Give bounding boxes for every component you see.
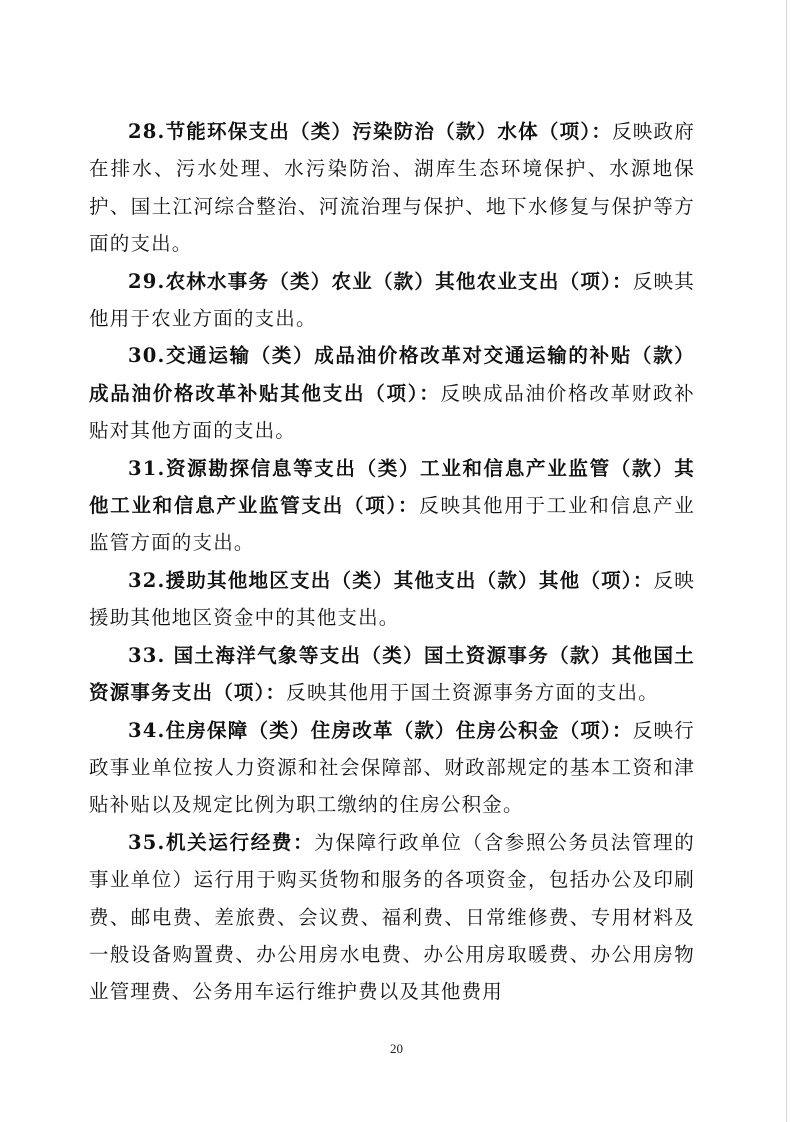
paragraph-text: 反映行政事业单位按人力资源和社会保障部、财政部规定的基本工资和津贴补贴以及规定比例为职工缴纳的住房公积金。: [89, 718, 695, 817]
document-body: [89, 113, 695, 1011]
paragraph-heading: 35.机关运行经费：: [128, 830, 315, 854]
paragraph-heading: 31.资源勘探信息等支出（类）工业和信息产业监管（款）其他工业和信息产业监管支出（项）：: [89, 456, 695, 518]
page-edge-line: [786, 0, 787, 1122]
paragraph-heading: 32.援助其他地区支出（类）其他支出（款）其他（项）：: [128, 568, 654, 592]
paragraph-29: [89, 263, 695, 338]
paragraph-33: [89, 637, 695, 712]
paragraph-text: 反映成品油价格改革财政补贴对其他方面的支出。: [89, 381, 695, 443]
paragraph-text: 为保障行政单位（含参照公务员法管理的事业单位）运行用于购买货物和服务的各项资金，包括办公及印刷费、邮电费、差旅费、会议费、福利费、日常维修费、专用材料及一般设备购置费、办公用房水电费、办公用房取暖费、办公用房物业管理费、公务用车运行维护费以及其他费用: [89, 830, 695, 1004]
paragraph-heading: 34.住房保障（类）住房改革（款）住房公积金（项）：: [128, 718, 633, 742]
paragraph-35: [89, 824, 695, 1011]
paragraph-text: 反映政府在排水、污水处理、水污染防治、湖库生态环境保护、水源地保护、国土江河综合整治、河流治理与保护、地下水修复与保护等方面的支出。: [89, 120, 695, 256]
paragraph-text: 反映援助其他地区资金中的其他支出。: [89, 568, 696, 630]
paragraph-34: [89, 712, 695, 824]
paragraph-28: [89, 113, 695, 263]
paragraph-32: [89, 562, 695, 637]
paragraph-text: 反映其他用于国土资源事务方面的支出。: [286, 681, 659, 705]
paragraph-text: 反映其他用于工业和信息产业监管方面的支出。: [89, 494, 695, 555]
paragraph-30: [89, 337, 695, 449]
paragraph-heading: 29.农林水事务（类）农业（款）其他农业支出（项）：: [128, 269, 633, 293]
page-number: 20: [390, 1041, 403, 1056]
paragraph-text: 反映其他用于农业方面的支出。: [89, 269, 695, 331]
paragraph-31: [89, 450, 695, 562]
paragraph-heading: 33. 国土海洋气象等支出（类）国土资源事务（款）其他国土资源事务支出（项）：: [89, 643, 695, 705]
paragraph-heading: 28.节能环保支出（类）污染防治（款）水体（项）：: [128, 120, 613, 143]
paragraph-heading: 30.交通运输（类）成品油价格改革对交通运输的补贴（款）成品油价格改革补贴其他支出（项）：: [89, 344, 695, 405]
